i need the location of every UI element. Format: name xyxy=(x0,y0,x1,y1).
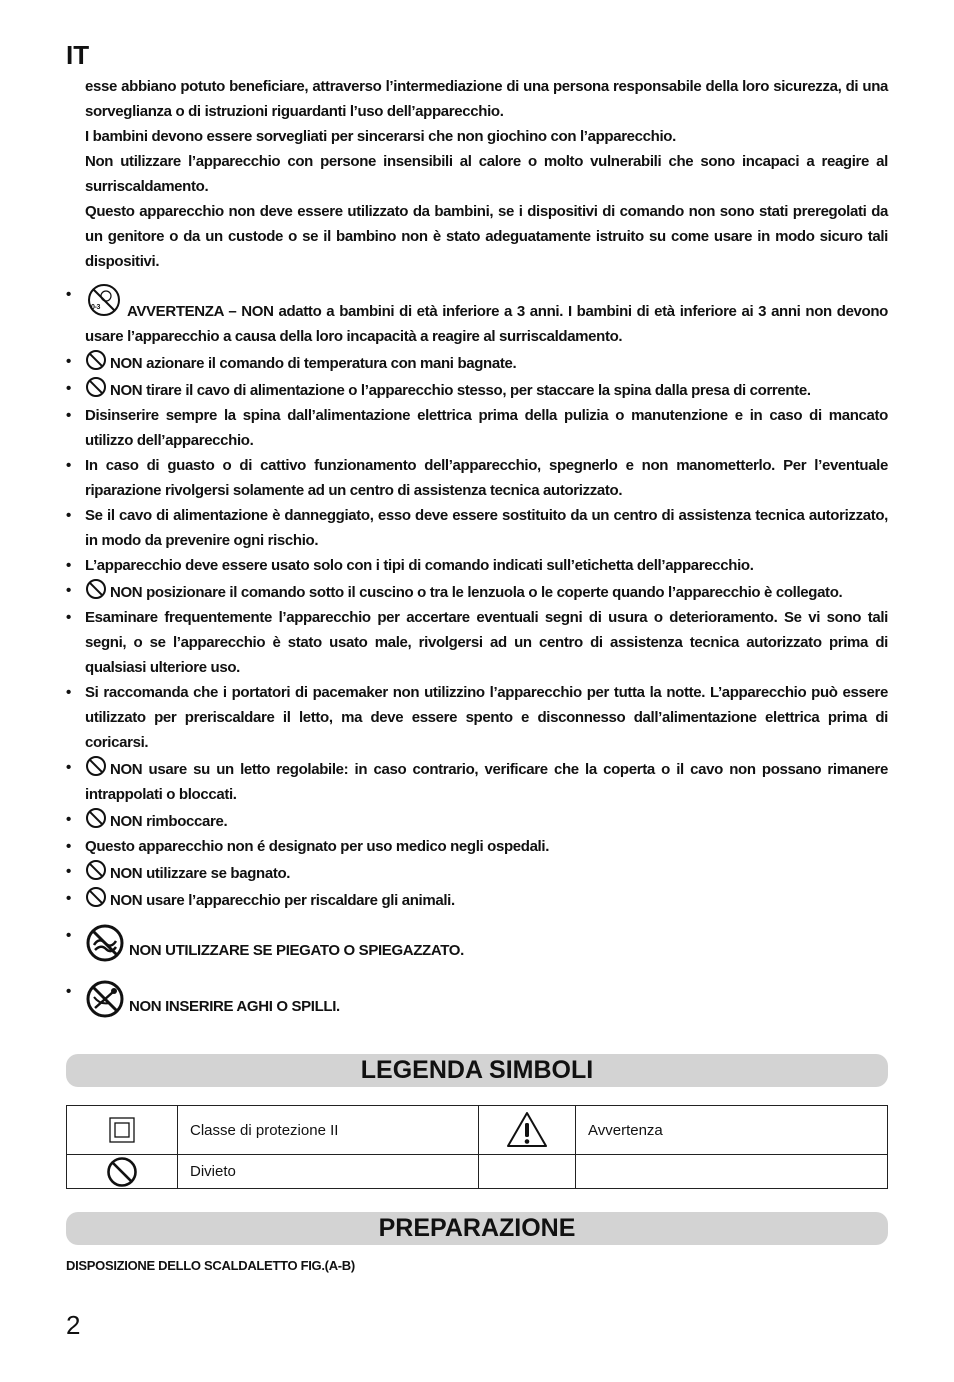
page-number: 2 xyxy=(66,1310,81,1340)
bullet-text: NON UTILIZZARE SE PIEGATO O SPIEGAZZATO. xyxy=(129,942,464,959)
class-ii-icon xyxy=(109,1117,135,1143)
svg-text:0-3: • 0-3 xyxy=(91,304,101,311)
list-item xyxy=(66,503,888,553)
list-item xyxy=(66,923,888,963)
symbol-cell xyxy=(479,1106,576,1155)
preparation-subheading: DISPOSIZIONE DELLO SCALDALETTO FIG.(A-B) xyxy=(66,1258,355,1273)
symbol-cell xyxy=(479,1155,576,1189)
language-code: IT xyxy=(66,40,90,70)
no-fold-icon xyxy=(85,923,125,963)
prohibition-icon xyxy=(85,376,107,398)
list-item xyxy=(66,376,888,403)
intro-paragraph: Questo apparecchio non deve essere utilizzato da bambini, se i dispositivi di comando non sono stati preregolati da un genitore o da un custode o se il bambino non è stato adeguatamente istruito su come usare in modo sicuro tali dispositivi. xyxy=(85,203,888,270)
bullet-text: NON utilizzare se bagnato. xyxy=(110,865,291,882)
bullet-text: NON rimboccare. xyxy=(110,813,228,830)
bullet-text: NON tirare il cavo di alimentazione o l’apparecchio stesso, per staccare la spina dalla presa di corrente. xyxy=(110,382,811,399)
table-row xyxy=(67,1106,888,1155)
bullet-text: NON posizionare il comando sotto il cuscino o tra le lenzuola o le coperte quando l’apparecchio è collegato. xyxy=(110,584,843,601)
prohibition-icon xyxy=(106,1156,138,1188)
list-item xyxy=(66,886,888,913)
bullet-text: Questo apparecchio non é designato per uso medico negli ospedali. xyxy=(85,838,550,855)
list-item xyxy=(66,403,888,453)
intro-paragraph: Non utilizzare l’apparecchio con persone insensibili al calore o molto vulnerabili che sono incapaci a reagire al surriscaldamento. xyxy=(85,153,888,195)
bullet-text: Si raccomanda che i portatori di pacemaker non utilizzino l’apparecchio per tutta la notte. L’apparecchio può essere utilizzato per preriscaldare il letto, ma deve essere spento e disconnesso dall’alimentazione elettrica prima di coricarsi. xyxy=(85,684,888,751)
bullet-text: NON INSERIRE AGHI O SPILLI. xyxy=(129,998,340,1015)
symbol-legend-table xyxy=(66,1105,888,1189)
symbol-cell xyxy=(67,1106,178,1155)
bullet-text: Se il cavo di alimentazione è danneggiato, esso deve essere sostituito da un centro di assistenza tecnica autorizzato, in modo da prevenire ogni rischio. xyxy=(85,507,888,549)
list-item xyxy=(66,859,888,886)
bullet-text: NON azionare il comando di temperatura con mani bagnate. xyxy=(110,355,517,372)
list-item xyxy=(66,578,888,605)
bullet-text: In caso di guasto o di cattivo funzionamento dell’apparecchio, spegnerlo e non manometterlo. Per l’eventuale riparazione rivolgersi solamente ad un centro di assistenza tecnica autorizzato. xyxy=(85,457,888,499)
no-pins-icon xyxy=(85,979,125,1019)
symbol-label-cell xyxy=(576,1155,888,1189)
symbol-cell xyxy=(67,1155,178,1189)
intro-paragraph: I bambini devono essere sorvegliati per sincerarsi che non giochino con l’apparecchio. xyxy=(85,128,676,145)
list-item xyxy=(66,807,888,834)
age-0-3-warning-icon xyxy=(85,282,123,320)
prohibition-icon xyxy=(85,807,107,829)
prohibition-icon xyxy=(85,349,107,371)
symbol-label-cell: Divieto xyxy=(178,1155,479,1189)
symbol-label-cell: Classe di protezione II xyxy=(178,1106,479,1155)
intro-text xyxy=(85,74,888,274)
list-item xyxy=(66,349,888,376)
table-row xyxy=(67,1155,888,1189)
list-item xyxy=(66,755,888,807)
prohibition-icon xyxy=(85,578,107,600)
symbol-label-cell: Avvertenza xyxy=(576,1106,888,1155)
list-item xyxy=(66,282,888,349)
warning-triangle-icon xyxy=(505,1110,549,1150)
prohibition-icon xyxy=(85,859,107,881)
intro-paragraph: esse abbiano potuto beneficiare, attraverso l’intermediazione di una persona responsabile della loro sicurezza, di una sorveglianza o di istruzioni riguardanti l’uso dell’apparecchio. xyxy=(85,78,888,120)
prohibition-icon xyxy=(85,886,107,908)
list-item xyxy=(66,453,888,503)
list-item xyxy=(66,834,888,859)
list-item xyxy=(66,605,888,680)
list-item xyxy=(66,553,888,578)
list-item xyxy=(66,680,888,755)
bullet-text: L’apparecchio deve essere usato solo con i tipi di comando indicati sull’etichetta dell’apparecchio. xyxy=(85,557,754,574)
preparation-section-title: PREPARAZIONE xyxy=(66,1212,888,1245)
bullet-text: AVVERTENZA – NON adatto a bambini di età inferiore a 3 anni. I bambini di età inferiore ai 3 anni non devono usare l’apparecchio a causa della loro incapacità a reagire al surriscaldamento. xyxy=(85,303,888,345)
bullet-text: NON usare su un letto regolabile: in caso contrario, verificare che la coperta o il cavo non possano rimanere intrappolati o bloccati. xyxy=(85,761,888,803)
list-item xyxy=(66,979,888,1019)
bullet-text: Esaminare frequentemente l’apparecchio per accertare eventuali segni di usura o deterioramento. Se vi sono tali segni, o se l’apparecchio è stato usato male, rivolgersi ad un centro di assistenza tecnica autorizzato prima di qualsiasi ulteriore uso. xyxy=(85,609,888,676)
legend-section-title: LEGENDA SIMBOLI xyxy=(66,1054,888,1087)
prohibition-icon xyxy=(85,755,107,777)
bullet-text: NON usare l’apparecchio per riscaldare gli animali. xyxy=(110,892,455,909)
safety-bullet-list xyxy=(66,282,888,1019)
bullet-text: Disinserire sempre la spina dall’alimentazione elettrica prima della pulizia o manutenzione e in caso di mancato utilizzo dell’apparecchio. xyxy=(85,407,888,449)
